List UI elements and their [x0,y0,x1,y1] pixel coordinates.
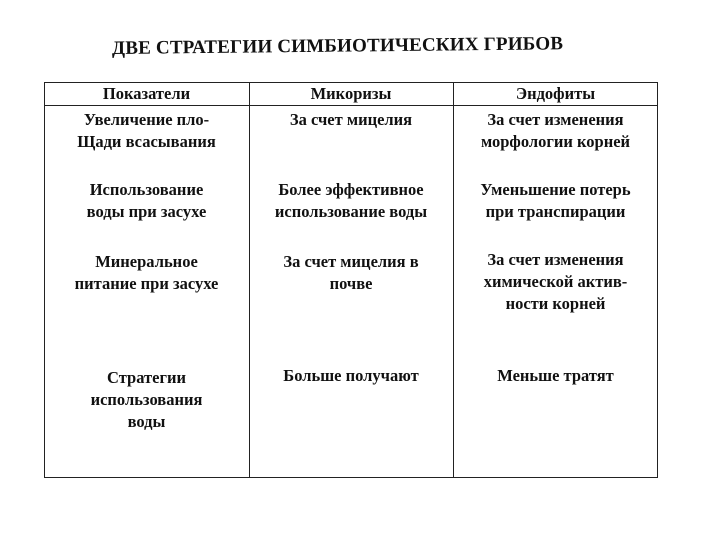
header-endophytes: Эндофиты [515,84,596,103]
strategies-table [44,82,658,478]
header-indicators: Показатели [102,84,191,103]
row-1-indicator: Увеличение пло- Щади всасывания [77,110,216,151]
row-1-mycorrhiza: За счет мицелия [289,110,413,129]
row-4-endophytes: Меньше тратят [497,366,614,385]
header-divider [45,105,657,106]
row-4-mycorrhiza: Больше получают [283,366,419,385]
header-mycorrhiza: Микоризы [310,84,392,103]
row-2-endophytes: Уменьшение потерь при транспирации [480,180,631,221]
row-3-mycorrhiza: За счет мицелия в почве [283,252,419,293]
row-3-endophytes: За счет изменения химической актив- ности корней [483,250,628,313]
row-4-indicator: Стратегии использования воды [90,368,203,431]
row-3-indicator: Минеральное питание при засухе [74,252,219,293]
page-title: ДВЕ СТРАТЕГИИ СИМБИОТИЧЕСКИХ ГРИБОВ [111,33,564,59]
row-2-mycorrhiza: Более эффективное использование воды [274,180,428,221]
row-2-indicator: Использование воды при засухе [86,180,207,221]
row-1-endophytes: За счет изменения морфологии корней [480,110,631,151]
